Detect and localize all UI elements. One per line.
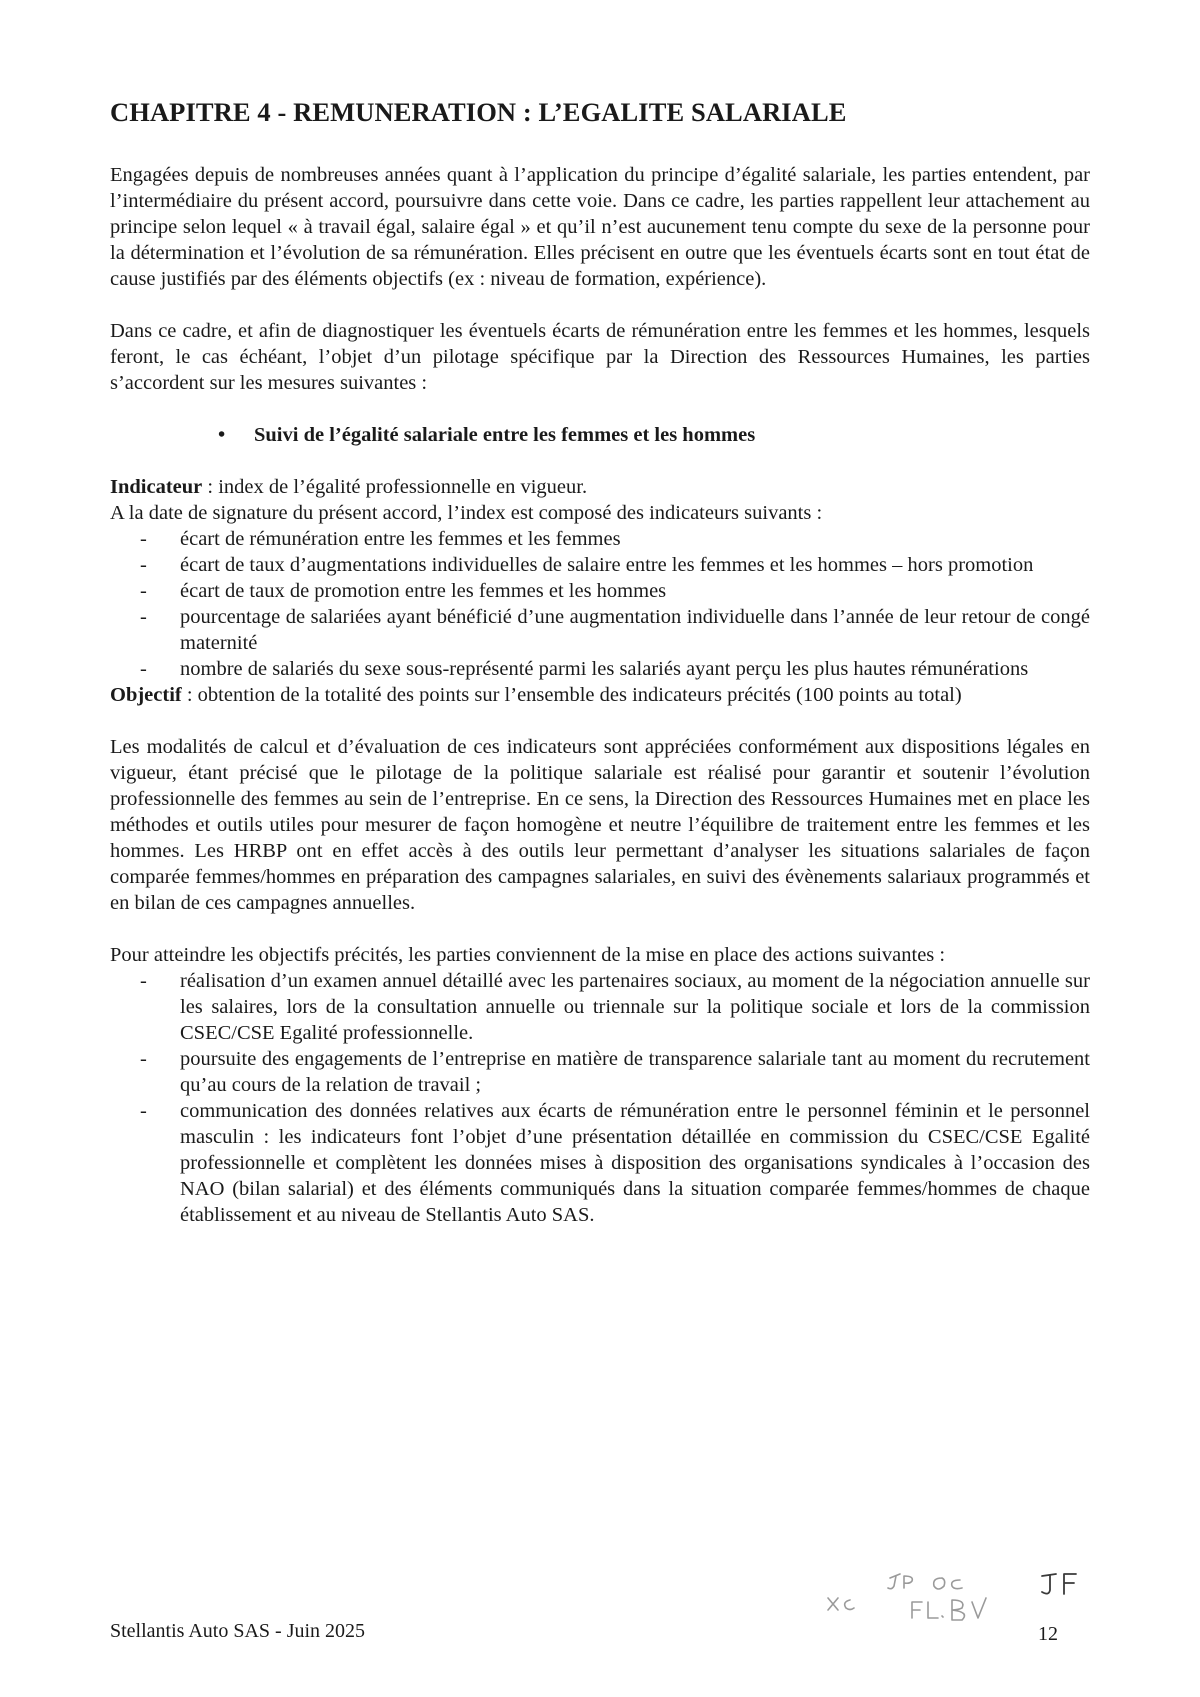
- section-bullet-heading: [218, 422, 1090, 448]
- indicator-list: [110, 526, 1090, 682]
- objectif-text: : obtention de la totalité des points sur l’ensemble des indicateurs précités (100 points au total): [181, 684, 962, 706]
- list-item: - pourcentage de salariées ayant bénéficié d’une augmentation individuelle dans l’année de leur retour de congé maternité: [140, 606, 1090, 654]
- footer-company-date: Stellantis Auto SAS - Juin 2025: [110, 1620, 366, 1642]
- modalites-paragraph: Les modalités de calcul et d’évaluation de ces indicateurs sont appréciées conformément aux dispositions légales en vigueur, étant précisé que le pilotage de la politique salariale est réalisé pour garantir et soutenir l’évolution professionnelle des femmes au sein de l’entreprise. En ce sens, la Direction des Ressources Humaines met en place les méthodes et outils utiles pour mesurer de façon homogène et neutre l’équilibre de traitement entre les femmes et les hommes. Les HRBP ont en effet accès à des outils leur permettant d’analyser les situations salariales de façon comparée femmes/hommes en préparation des campagnes salariales, en suivi des évènements salariaux programmés et en bilan de ces campagnes annuelles.: [110, 736, 1090, 914]
- list-item: - réalisation d’un examen annuel détaillé avec les partenaires sociaux, au moment de la négociation annuelle sur les salaires, lors de la consultation annuelle ou triennale sur la politique sociale et lors de la commission CSEC/CSE Egalité professionnelle.: [140, 970, 1090, 1044]
- intro-paragraph: Engagées depuis de nombreuses années quant à l’application du principe d’égalité salariale, les parties entendent, par l’intermédiaire du présent accord, poursuivre dans cette voie. Dans ce cadre, les parties rappellent leur attachement au principe selon lequel « à travail égal, salaire égal » et qu’il n’est aucunement tenu compte du sexe de la personne pour la détermination et l’évolution de sa rémunération. Elles précisent en outre que les éventuels écarts sont en tout état de cause justifiés par des éléments objectifs (ex : niveau de formation, expérience).: [110, 164, 1090, 290]
- objectif-line: [110, 682, 1090, 708]
- page-number: 12: [1038, 1623, 1058, 1645]
- dash-icon: -: [140, 580, 147, 602]
- list-item: - écart de rémunération entre les femmes et les femmes: [140, 528, 621, 550]
- document-page: [110, 96, 1090, 1228]
- list-item: - nombre de salariés du sexe sous-représenté parmi les salariés ayant perçu les plus hautes rémunérations: [140, 658, 1029, 680]
- actions-list: [110, 968, 1090, 1228]
- list-item: - poursuite des engagements de l’entreprise en matière de transparence salariale tant au moment du recrutement qu’au cours de la relation de travail ;: [140, 1048, 1090, 1096]
- dash-icon: -: [140, 658, 147, 680]
- indicateur-label: Indicateur: [110, 476, 203, 498]
- measures-paragraph: Dans ce cadre, et afin de diagnostiquer les éventuels écarts de rémunération entre les femmes et les hommes, lesquels feront, le cas échéant, l’objet d’un pilotage spécifique par la Direction des Ressources Humaines, les parties s’accordent sur les mesures suivantes :: [110, 320, 1090, 394]
- dash-icon: -: [140, 606, 147, 628]
- dash-icon: -: [140, 970, 147, 992]
- actions-intro: Pour atteindre les objectifs précités, les parties conviennent de la mise en place des actions suivantes :: [110, 944, 946, 966]
- bullet-icon: •: [218, 424, 226, 446]
- indicateur-line: [110, 474, 1090, 500]
- chapter-title: CHAPITRE 4 - REMUNERATION : L’EGALITE SALARIALE: [110, 97, 847, 127]
- dash-icon: -: [140, 1048, 147, 1070]
- objectif-label: Objectif: [110, 684, 182, 706]
- list-item: - écart de taux de promotion entre les femmes et les hommes: [140, 580, 667, 602]
- handwritten-initials: [820, 1568, 1090, 1628]
- indicateur-intro: A la date de signature du présent accord, l’index est composé des indicateurs suivants :: [110, 502, 823, 524]
- dash-icon: -: [140, 554, 147, 576]
- bullet-heading-text: Suivi de l’égalité salariale entre les femmes et les hommes: [254, 424, 756, 446]
- list-item: - écart de taux d’augmentations individuelles de salaire entre les femmes et les hommes – hors promotion: [140, 554, 1034, 576]
- dash-icon: -: [140, 1100, 147, 1122]
- list-item: - communication des données relatives aux écarts de rémunération entre le personnel féminin et le personnel masculin : les indicateurs font l’objet d’une présentation détaillée en commission du CSEC/CSE Egalité professionnelle et complètent les données mises à disposition des organisations syndicales à l’occasion des NAO (bilan salarial) et des éléments communiqués dans la situation comparée femmes/hommes de chaque établissement et au niveau de Stellantis Auto SAS.: [140, 1100, 1090, 1226]
- indicateur-text: : index de l’égalité professionnelle en vigueur.: [202, 476, 588, 498]
- dash-icon: -: [140, 528, 147, 550]
